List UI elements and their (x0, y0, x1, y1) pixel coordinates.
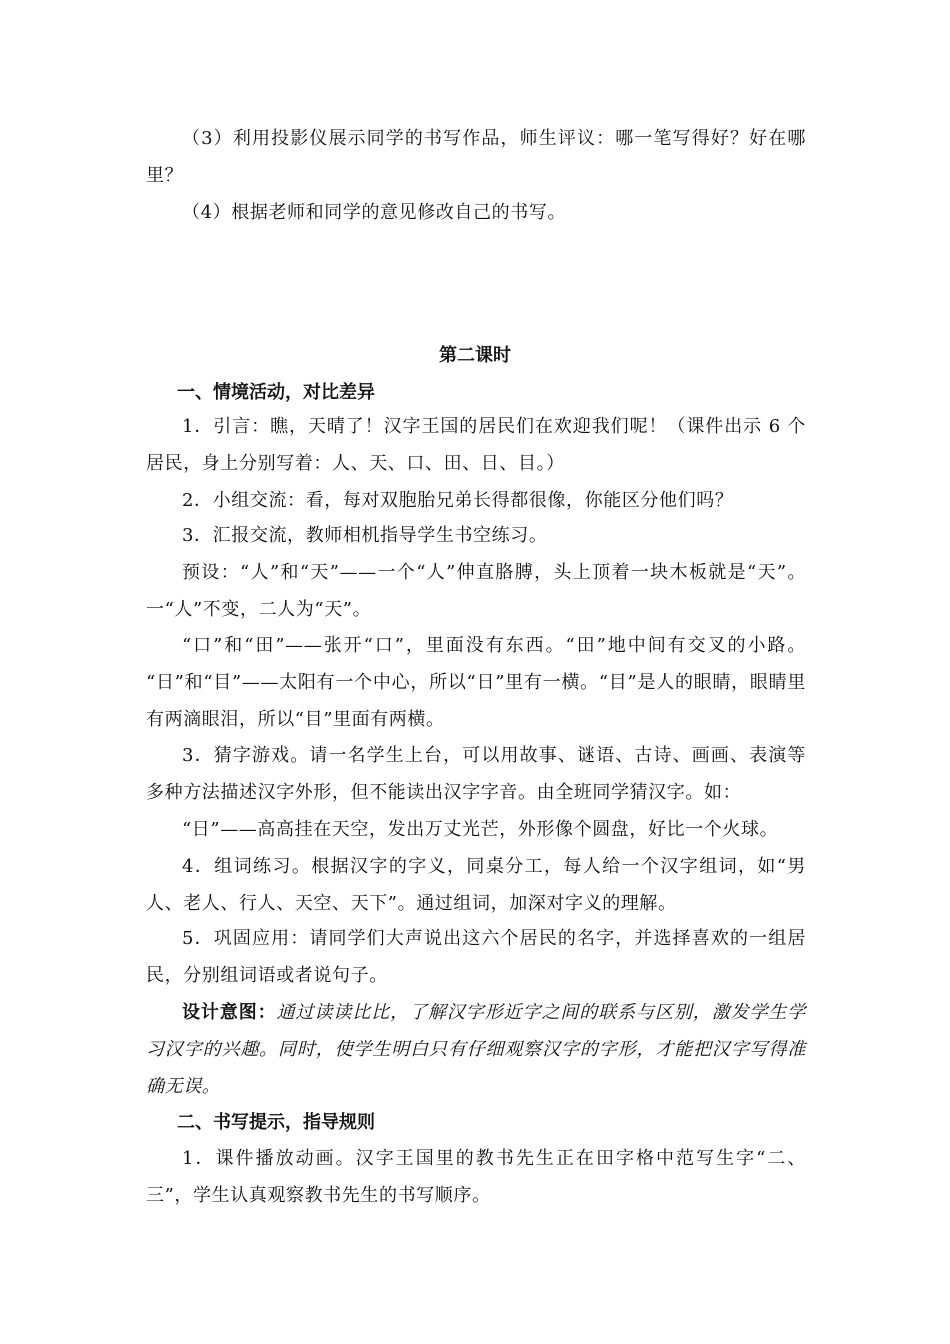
paragraph-animation: 1．课件播放动画。汉字王国里的教书先生正在田字格中范写生字“二、三”，学生认真观察教书先生的书写顺序。 (146, 1148, 806, 1206)
paragraph-word-practice: 4．组词练习。根据汉字的字义，同桌分工，每人给一个汉字组词，如“男人、老人、行人、天空、天下”。通过组词，加深对字义的理解。 (146, 856, 806, 914)
paragraph-guess-game: 3．猜字游戏。请一名学生上台，可以用故事、谜语、古诗、画画、表演等多种方法描述汉字外形，但不能读出汉字字音。由全班同学猜汉字。如： (146, 745, 806, 803)
section-heading-2: 二、书写提示，指导规则 (177, 1112, 375, 1133)
paragraph-preset: 预设：“人”和“天”——一个“人”伸直胳膊，头上顶着一块木板就是“天”。一“人”不变，二人为“天”。 (146, 562, 806, 620)
section-heading-1: 一、情境活动，对比差异 (177, 382, 375, 403)
paragraph-intro: 1．引言：瞧，天晴了！汉字王国的居民们在欢迎我们呢！（课件出示 6 个居民，身上分别写着：人、天、口、田、日、目。） (146, 416, 806, 474)
paragraph-step-3: （3）利用投影仪展示同学的书写作品，师生评议：哪一笔写得好？好在哪里？ (146, 128, 806, 186)
paragraph-step-4: （4）根据老师和同学的意见修改自己的书写。 (182, 202, 567, 223)
paragraph-example: “日”——高高挂在天空，发出万丈光芒，外形像个圆盘，好比一个火球。 (182, 819, 779, 840)
paragraph-group-discussion: 2．小组交流：看，每对双胞胎兄弟长得都很像，你能区分他们吗？ (182, 490, 734, 511)
paragraph-design-intent (146, 994, 806, 1105)
paragraph-comparison: “口”和“田”——张开“口”，里面没有东西。“田”地中间有交叉的小路。 “日”和“目”——太阳有一个中心，所以“日”里有一横。“目”是人的眼睛，眼睛里有两滴眼泪，所以“目”里面有两横。 (146, 635, 806, 730)
design-intent-text: 通过读读比比，了解汉字形近字之间的联系与区别，激发学生学习汉字的兴趣。同时，使学生明白只有仔细观察汉字的字形，才能把汉字写得准确无误。 (146, 1002, 806, 1097)
paragraph-consolidation: 5．巩固应用：请同学们大声说出这六个居民的名字，并选择喜欢的一组居民，分别组词语或者说句子。 (146, 928, 806, 986)
design-intent-label: 设计意图： (182, 1002, 277, 1023)
paragraph-report: 3．汇报交流，教师相机指导学生书空练习。 (182, 525, 548, 546)
lesson-title: 第二课时 (439, 345, 511, 366)
